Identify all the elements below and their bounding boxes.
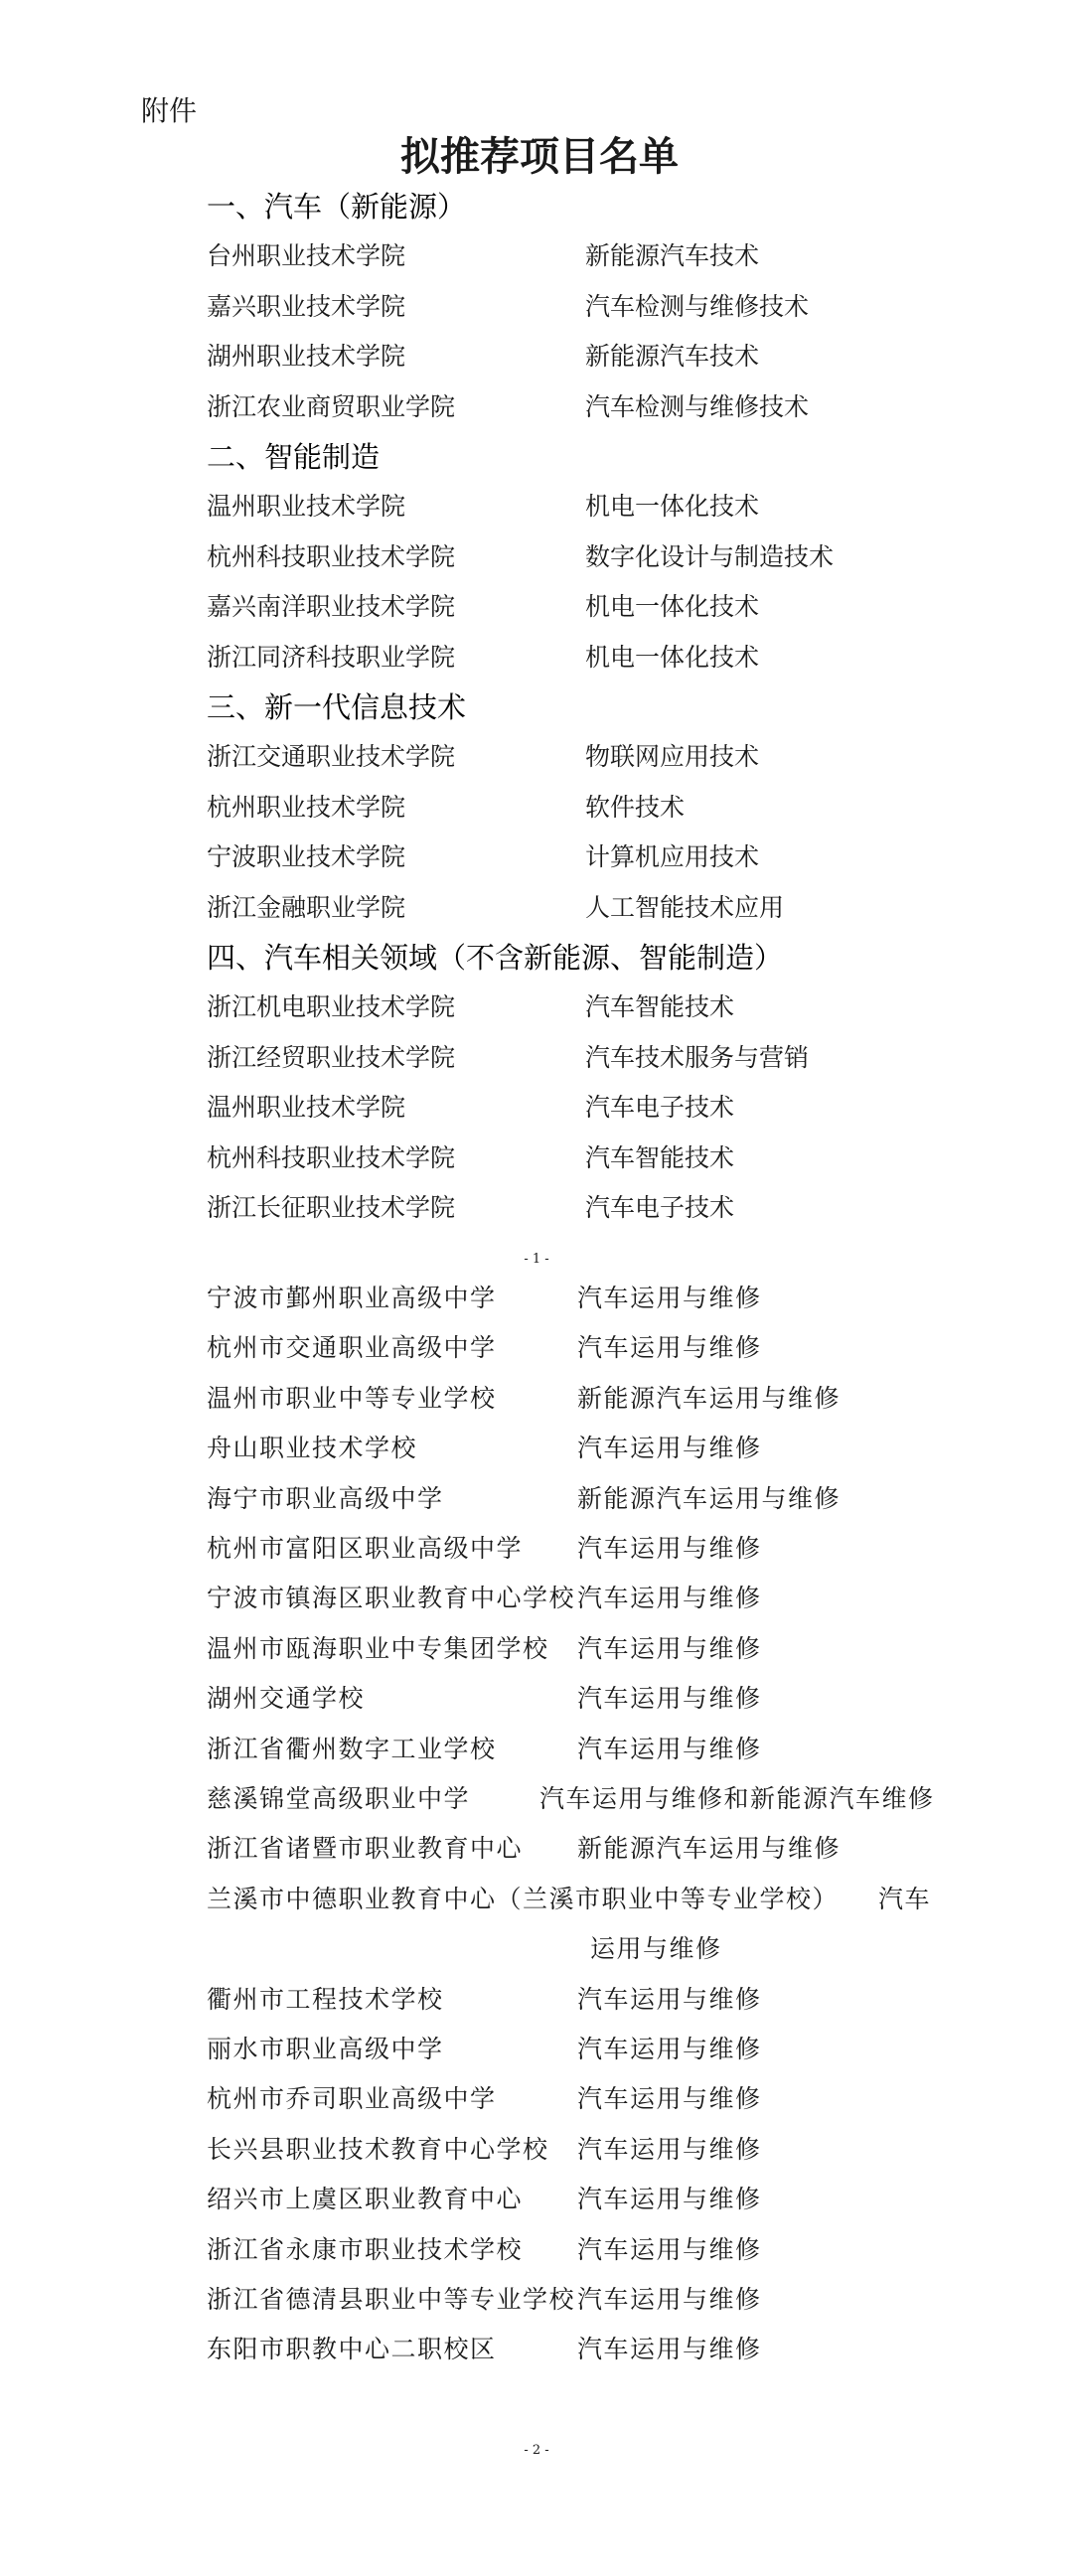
school-name: 宁波职业技术学院	[207, 842, 406, 872]
program-name: 汽车运用与维修和新能源汽车维修	[539, 1784, 935, 1813]
school-name: 杭州科技职业技术学院	[207, 1142, 456, 1172]
program-name: 机电一体化技术	[585, 592, 760, 622]
school-name: 长兴县职业技术教育中心学校	[207, 2134, 549, 2164]
program-name: 计算机应用技术	[585, 842, 760, 872]
school-name: 浙江经贸职业技术学院	[207, 1042, 456, 1072]
program-name: 汽车运用与维修	[577, 2335, 762, 2364]
school-name: 宁波市镇海区职业教育中心学校	[207, 1584, 576, 1613]
school-name: 杭州市富阳区职业高级中学	[207, 1534, 524, 1563]
program-name: 汽车运用与维修	[577, 1434, 762, 1463]
program-name: 汽车电子技术	[585, 1093, 735, 1123]
school-name: 嘉兴职业技术学院	[207, 291, 406, 321]
program-name: 汽车检测与维修技术	[585, 391, 810, 421]
program-name: 新能源汽车运用与维修	[577, 1834, 842, 1864]
school-name: 慈溪锦堂高级职业中学	[207, 1784, 471, 1813]
school-name: 舟山职业技术学校	[207, 1434, 418, 1463]
school-name: 丽水市职业高级中学	[207, 2035, 444, 2063]
program-name: 汽车电子技术	[585, 1193, 735, 1222]
program-name: 物联网应用技术	[585, 742, 760, 772]
school-name: 浙江金融职业学院	[207, 892, 406, 922]
school-name: 衢州市工程技术学校	[207, 1984, 444, 2014]
school-name: 宁波市鄞州职业高级中学	[207, 1284, 497, 1312]
section-heading: 三、新一代信息技术	[207, 690, 467, 724]
program-name: 机电一体化技术	[585, 642, 760, 672]
program-name: 汽车运用与维修	[577, 2035, 762, 2063]
program-name: 汽车智能技术	[585, 1142, 735, 1172]
program-name: 汽车运用与维修	[577, 1534, 762, 1563]
program-name: 汽车运用与维修	[577, 1333, 762, 1363]
school-name: 浙江交通职业技术学院	[207, 742, 456, 772]
program-name: 新能源汽车运用与维修	[577, 1383, 842, 1413]
program-name: 汽车运用与维修	[577, 2084, 762, 2114]
school-name: 杭州职业技术学院	[207, 792, 406, 822]
attachment-label: 附件	[141, 94, 198, 127]
school-name: 海宁市职业高级中学	[207, 1483, 444, 1513]
school-name: 温州市职业中等专业学校	[207, 1383, 497, 1413]
program-name: 软件技术	[585, 792, 686, 822]
program-name: 新能源汽车技术	[585, 342, 760, 372]
school-name: 温州职业技术学院	[207, 1093, 406, 1123]
program-name: 新能源汽车技术	[585, 241, 760, 271]
program-name: 汽车运用与维修	[577, 1584, 762, 1613]
school-name: 台州职业技术学院	[207, 241, 406, 271]
school-name: 浙江农业商贸职业学院	[207, 391, 456, 421]
program-name: 人工智能技术应用	[585, 892, 785, 922]
program-name: 机电一体化技术	[585, 492, 760, 522]
school-name: 浙江省永康市职业技术学校	[207, 2234, 524, 2264]
program-name: 汽车运用与维修	[577, 2234, 762, 2264]
program-name: 汽车检测与维修技术	[585, 291, 810, 321]
program-name: 汽车运用与维修	[577, 1684, 762, 1714]
section-heading: 四、汽车相关领域（不含新能源、智能制造）	[207, 941, 784, 975]
section-heading: 二、智能制造	[207, 440, 381, 474]
school-name: 东阳市职教中心二职校区	[207, 2335, 497, 2364]
school-name: 湖州交通学校	[207, 1684, 366, 1714]
program-name: 汽车运用与维修	[577, 1284, 762, 1312]
school-name: 浙江省德清县职业中等专业学校	[207, 2285, 576, 2314]
program-name: 汽车运用与维修	[590, 1884, 932, 1964]
school-name: 温州市瓯海职业中专集团学校	[207, 1633, 549, 1663]
school-name: 浙江长征职业技术学院	[207, 1193, 456, 1222]
program-name: 新能源汽车运用与维修	[577, 1483, 842, 1513]
school-name: 杭州市乔司职业高级中学	[207, 2084, 497, 2114]
school-name: 浙江省诸暨市职业教育中心	[207, 1834, 524, 1864]
school-name: 杭州科技职业技术学院	[207, 541, 456, 571]
page-number: - 1 -	[524, 1252, 549, 1267]
program-name: 汽车运用与维修	[577, 1734, 762, 1763]
program-name: 汽车智能技术	[585, 992, 735, 1022]
program-name: 汽车技术服务与营销	[585, 1042, 810, 1072]
program-name: 汽车运用与维修	[577, 1633, 762, 1663]
school-name: 兰溪市中德职业教育中心（兰溪市职业中等专业学校）	[207, 1884, 840, 1913]
school-name: 浙江同济科技职业学院	[207, 642, 456, 672]
document-title: 拟推荐项目名单	[400, 133, 679, 180]
program-name: 数字化设计与制造技术	[585, 541, 835, 571]
program-name: 汽车运用与维修	[577, 1984, 762, 2014]
program-name: 汽车运用与维修	[577, 2285, 762, 2314]
program-name: 汽车运用与维修	[577, 2185, 762, 2214]
section-heading: 一、汽车（新能源）	[207, 190, 467, 224]
school-name: 浙江机电职业技术学院	[207, 992, 456, 1022]
school-name: 嘉兴南洋职业技术学院	[207, 592, 456, 622]
program-name: 汽车运用与维修	[577, 2134, 762, 2164]
school-name: 温州职业技术学院	[207, 492, 406, 522]
school-name: 浙江省衢州数字工业学校	[207, 1734, 497, 1763]
school-name: 绍兴市上虞区职业教育中心	[207, 2185, 524, 2214]
page-number: - 2 -	[524, 2443, 549, 2458]
list-item	[207, 1875, 947, 1975]
school-name: 杭州市交通职业高级中学	[207, 1333, 497, 1363]
school-name: 湖州职业技术学院	[207, 342, 406, 372]
